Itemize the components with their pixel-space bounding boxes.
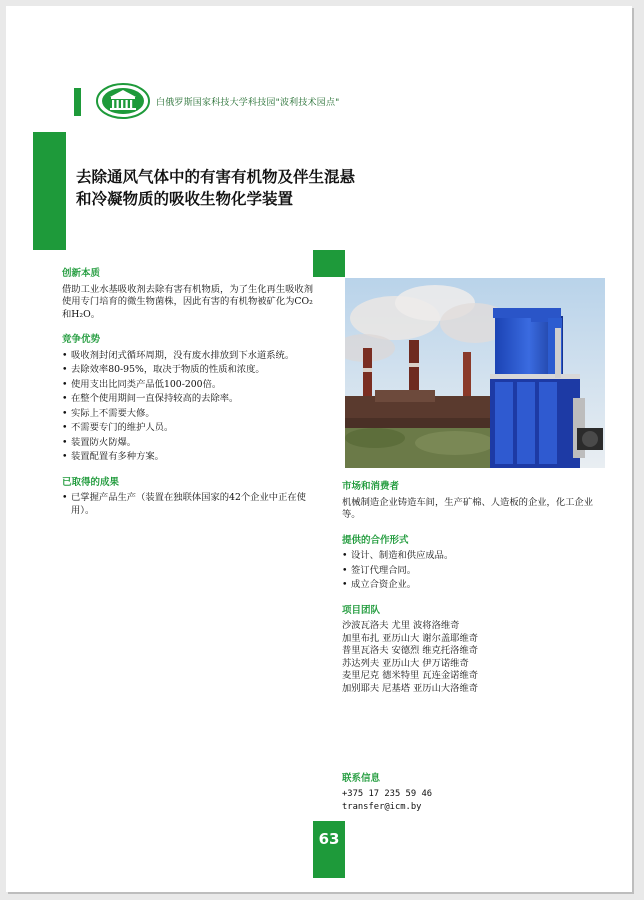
- advantages-list: [62, 350, 317, 464]
- right-column: [342, 481, 602, 708]
- team-member: 沙波瓦洛夫 尤里 波将洛维奇: [342, 620, 460, 631]
- advantages-heading: 竞争优势: [62, 334, 101, 345]
- page-number: 63: [313, 821, 345, 878]
- results-heading: 已取得的成果: [62, 476, 120, 488]
- list-item: • 去除效率80-95%，取决于物质的性质和浓度。: [62, 364, 317, 377]
- list-item: • 不需要专门的维护人员。: [62, 422, 317, 435]
- document-page: [6, 6, 632, 892]
- title-accent-bar: [33, 132, 66, 250]
- results-list: [62, 492, 317, 517]
- title-line-2: 和冷凝物质的吸收生物化学装置: [76, 190, 294, 208]
- market-section: [342, 481, 602, 522]
- list-item: • 已掌握产品生产（装置在独联体国家的42个企业中正在使用）。: [62, 492, 317, 517]
- team-member: 麦里尼克 德米特里 瓦连金诺维奇: [342, 670, 479, 681]
- cooperation-section: [342, 535, 602, 592]
- list-item: • 装置防火防爆。: [62, 437, 317, 450]
- contact-email: transfer@icm.by: [342, 802, 422, 812]
- innovation-section: [62, 268, 317, 321]
- cooperation-heading: 提供的合作形式: [342, 534, 409, 546]
- list-item: • 吸收剂封闭式循环周期，没有废水排放到下水道系统。: [62, 350, 317, 363]
- header-accent-bar: [74, 88, 81, 116]
- market-heading: 市场和消费者: [342, 481, 400, 492]
- page-title: [76, 166, 436, 210]
- list-item: • 实际上不需要大修。: [62, 408, 317, 421]
- team-heading: 项目团队: [342, 604, 381, 616]
- list-item: • 设计、制造和供应成品。: [342, 550, 602, 563]
- university-building-logo: [96, 83, 150, 119]
- list-item: • 使用支出比同类产品低100-200倍。: [62, 379, 317, 392]
- equipment-photo: [345, 278, 605, 468]
- results-section: [62, 477, 317, 518]
- team-member: 普里瓦洛夫 安德烈 维克托洛维奇: [342, 645, 479, 656]
- organization-name: 白俄罗斯国家科技大学科技园"波利技术园点": [156, 98, 340, 108]
- left-column: [62, 268, 317, 530]
- team-member: 苏达列夫 亚历山大 伊万诺维奇: [342, 657, 469, 669]
- contact-heading: 联系信息: [342, 773, 381, 784]
- innovation-heading: 创新本质: [62, 268, 101, 279]
- list-item: • 签订代理合同。: [342, 565, 602, 578]
- contact-phone: +375 17 235 59 46: [342, 789, 433, 799]
- innovation-text: 借助工业水基吸收剂去除有害有机物质，为了生化再生吸收剂使用专门培育的微生物菌株，因此有害的有机物被矿化为CO₂和H₂O。: [62, 283, 314, 320]
- list-item: • 成立合资企业。: [342, 579, 602, 592]
- section-accent-square: [313, 250, 345, 277]
- cooperation-list: [342, 550, 602, 592]
- list-item: • 在整个使用期间一直保持较高的去除率。: [62, 393, 317, 406]
- team-section: [342, 605, 602, 696]
- contact-section: [342, 772, 542, 814]
- team-member: 加里布扎 亚历山大 谢尔盖耶维奇: [342, 632, 479, 644]
- list-item: • 装置配置有多种方案。: [62, 451, 317, 464]
- title-line-1: 去除通风气体中的有害有机物及伴生混悬: [76, 168, 356, 186]
- market-text: 机械制造企业铸造车间，生产矿棉、人造板的企业，化工企业等。: [342, 496, 594, 520]
- advantages-section: [62, 334, 317, 464]
- team-member: 加别耶夫 尼基塔 亚历山大洛维奇: [342, 682, 479, 694]
